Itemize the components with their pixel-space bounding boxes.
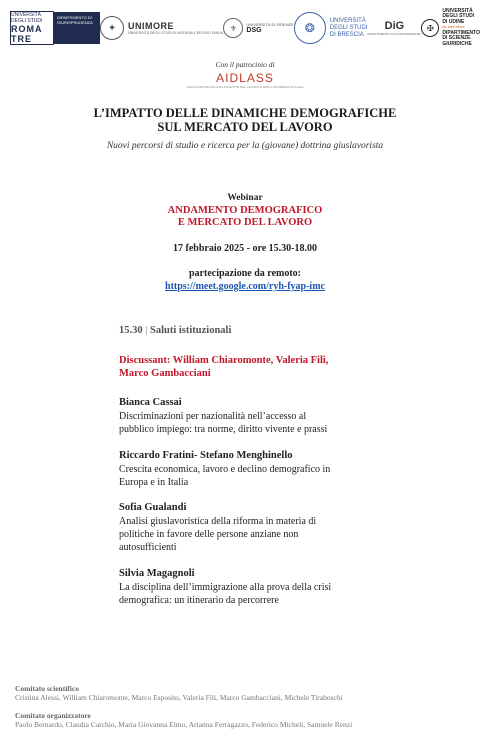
talk-item: Riccardo Fratini- Stefano Menghinello Crescita economica, lavoro e declino demografico in Europa e in Italia — [119, 450, 331, 488]
udine-logo: ✠ UNIVERSITÀ DEGLI STUDI DI UDINE hic sunt futura DIPARTIMENTO DI SCIENZE GIURIDICHE — [421, 9, 480, 48]
webinar-title: ANDAMENTO DEMOGRAFICO E MERCATO DEL LAVORO — [167, 205, 323, 228]
roma-tre-logo: UNIVERSITÀ DEGLI STUDI ROMA TRE DIPARTIMENTO DI GIURISPRUDENZA — [10, 11, 100, 45]
discussant-list: Discussant: William Chiaromonte, Valeria Fili, Marco Gambacciani — [119, 355, 329, 379]
dsg-logo: ⚜ UNIVERSITÀ DI FIRENZE DSG — [223, 18, 293, 38]
saluti-row: 15.30 | Saluti istituzionali — [119, 325, 232, 336]
aidlass-logo: AIDLASS ASSOCIAZIONE ITALIANA DI DIRITTO DEL LAVORO E DELLA SICUREZZA SOCIALE — [186, 71, 304, 89]
webinar-label: Webinar — [227, 193, 263, 203]
brescia-logo: ❂ UNIVERSITÀ DEGLI STUDI DI BRESCIA — [294, 12, 368, 44]
comitato-organizzatore: Comitato organizzatore Paolo Bernardo, Claudia Carchio, Maria Giovanna Elmo, Arianna Ferragazzo, Federico Micheli, Samuele Renzi — [15, 711, 353, 729]
talk-item: Sofia Gualandi Analisi giuslavoristica della riforma in materia di politiche in favore delle persone anziane non autosufficienti — [119, 502, 317, 553]
event-subtitle: Nuovi percorsi di studio e ricerca per la (giovane) dottrina giuslavorista — [106, 141, 384, 151]
brescia-seal-icon: ❂ — [294, 12, 326, 44]
firenze-seal-icon: ⚜ — [223, 18, 243, 38]
udine-seal-icon: ✠ — [421, 19, 439, 37]
logo-bar — [10, 8, 480, 48]
talk-item: Silvia Magagnoli La disciplina dell’immigrazione alla prova della crisi demografica: un itinerario da percorrere — [119, 568, 332, 606]
event-date: 17 febbraio 2025 - ore 15.30-18.00 — [173, 243, 317, 254]
comitato-scientifico: Comitato scientifico Cristina Alessi, William Chiaromonte, Marco Esposito, Valeria Fili, Marco Gambacciani, Michele Tiraboschi — [15, 684, 343, 702]
talk-item: Bianca Cassai Discriminazioni per nazionalità nell’accesso al pubblico impiego: tra norme, diritto vivente e prassi — [119, 397, 328, 435]
event-title: L’IMPATTO DELLE DINAMICHE DEMOGRAFICHE SUL MERCATO DEL LAVORO — [93, 106, 397, 134]
dept-giurisprudenza-logo: DIPARTIMENTO DI GIURISPRUDENZA — [54, 12, 100, 44]
unimore-seal-icon: ✦ — [100, 16, 124, 40]
meeting-link[interactable]: https://meet.google.com/ryh-fyap-imc — [165, 281, 325, 292]
patrocinio-label: Con il patrocinio di — [215, 60, 275, 69]
remote-label: partecipazione da remoto: — [188, 268, 301, 279]
dig-logo: DiG DIPARTIMENTO DI GIURISPRUDENZA — [367, 20, 422, 36]
unimore-logo: ✦ UNIMORE UNIVERSITÀ DEGLI STUDI DI MODENA E REGGIO EMILIA — [100, 16, 223, 40]
